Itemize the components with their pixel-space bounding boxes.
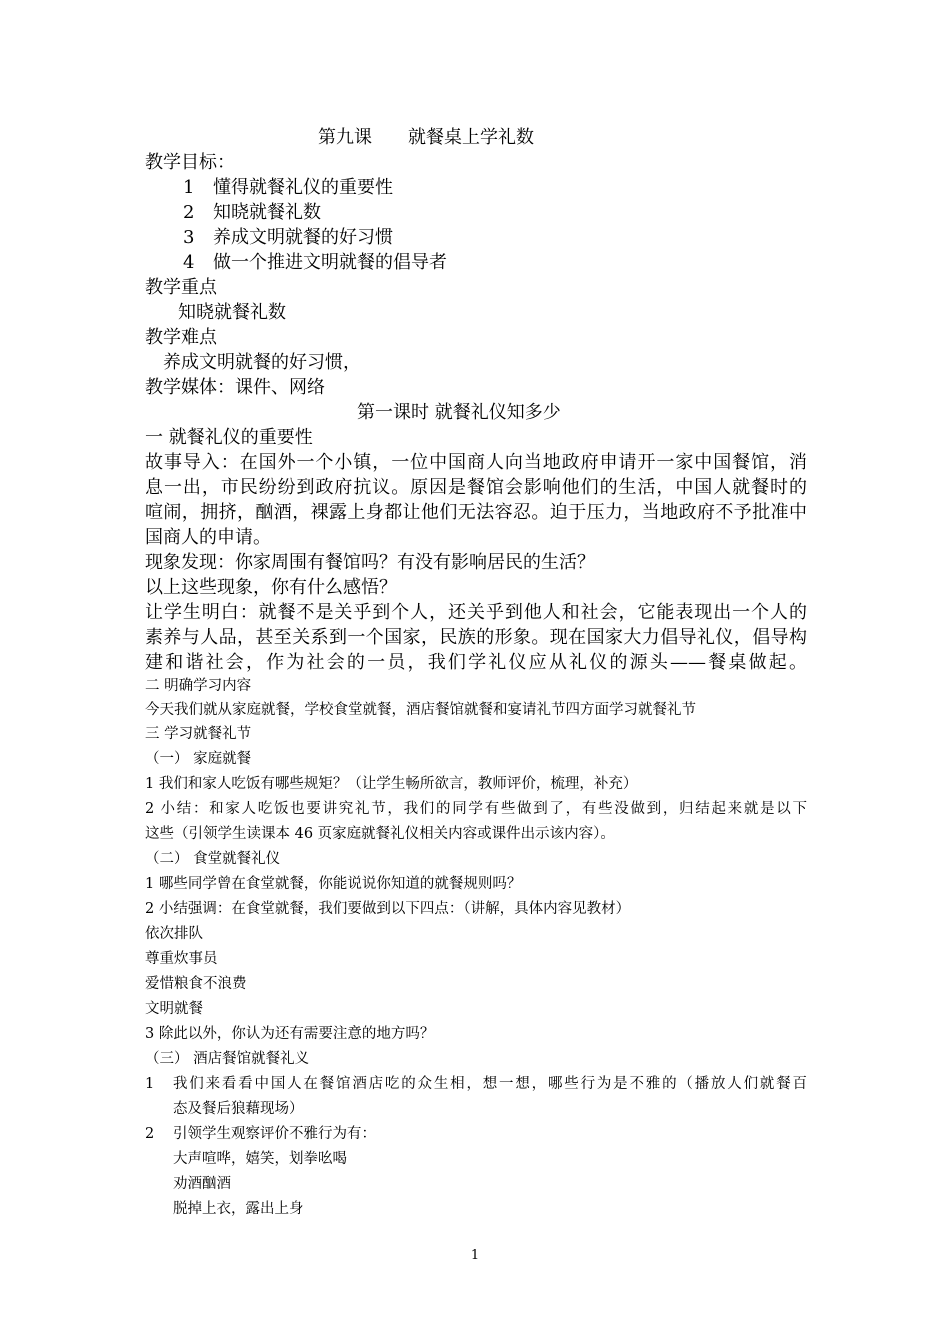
sub3-item-text: 态及餐后狼藉现场）	[173, 1101, 304, 1117]
page-number: 1	[470, 1248, 480, 1263]
goal-number: 2	[183, 202, 195, 223]
goal-text: 做一个推进文明就餐的倡导者	[213, 252, 447, 273]
goal-text: 懂得就餐礼仪的重要性	[213, 177, 393, 198]
key-heading: 教学重点	[145, 277, 217, 298]
sub2-item: 2 小结强调：在食堂就餐，我们要做到以下四点：（讲解，具体内容见教材）	[145, 901, 631, 917]
behavior-item: 脱掉上衣，露出上身	[173, 1201, 304, 1217]
sub2-item: 1 哪些同学曾在食堂就餐，你能说说你知道的就餐规则吗？	[145, 876, 522, 892]
goal-item	[183, 176, 393, 200]
goal-item	[183, 251, 447, 275]
story-line: 息一出，市民纷纷到政府抗议。原因是餐馆会影响他们的生活，中国人就餐时的	[145, 477, 807, 498]
understand-line: 建和谐社会，作为社会的一员，我们学礼仪应从礼仪的源头——餐桌做起。	[145, 652, 807, 673]
goals-heading: 教学目标：	[145, 152, 235, 173]
media-line: 教学媒体：课件、网络	[145, 377, 325, 398]
understand-line: 素养与人品，甚至关系到一个国家，民族的形象。现在国家大力倡导礼仪，倡导构	[145, 627, 807, 648]
section2-text: 今天我们就从家庭就餐，学校食堂就餐，酒店餐馆就餐和宴请礼节四方面学习就餐礼节	[145, 702, 696, 718]
section3-heading: 三 学习就餐礼节	[145, 726, 252, 742]
lesson-title: 第九课 就餐桌上学礼数	[318, 127, 534, 148]
goal-number: 1	[183, 177, 195, 198]
behavior-item: 劝酒酗酒	[173, 1176, 231, 1192]
lesson1-title: 第一课时 就餐礼仪知多少	[357, 402, 561, 423]
phenomenon-line: 现象发现：你家周围有餐馆吗？有没有影响居民的生活？	[145, 552, 595, 573]
sub1-item: 1 我们和家人吃饭有哪些规矩？（让学生畅所欲言，教师评价，梳理，补充）	[145, 776, 638, 792]
sub1-item: 2 小结：和家人吃饭也要讲究礼节，我们的同学有些做到了，有些没做到，归结起来就是以下	[145, 801, 807, 817]
goal-number: 3	[183, 227, 195, 248]
sub1-heading: （一） 家庭就餐	[145, 751, 252, 767]
goal-number: 4	[183, 252, 195, 273]
sub1-item-continued: 这些（引领学生读课本 46 页家庭就餐礼仪相关内容或课件出示该内容）。	[145, 826, 615, 842]
understand-line: 让学生明白：就餐不是关乎到个人，还关乎到他人和社会，它能表现出一个人的	[145, 602, 807, 623]
section1-heading: 一 就餐礼仪的重要性	[145, 427, 313, 448]
sub2-point: 文明就餐	[145, 1001, 203, 1017]
goal-item	[183, 226, 393, 250]
sub3-item-text: 我们来看看中国人在餐馆酒店吃的众生相，想一想，哪些行为是不雅的（播放人们就餐百	[173, 1076, 807, 1092]
key-text: 知晓就餐礼数	[178, 302, 286, 323]
sub3-heading: （三） 酒店餐馆就餐礼义	[145, 1051, 310, 1067]
goal-item	[183, 201, 321, 225]
goal-text: 知晓就餐礼数	[213, 202, 321, 223]
sub3-item-number: 2	[145, 1126, 155, 1142]
sub2-point: 尊重炊事员	[145, 951, 218, 967]
behavior-item: 大声喧哗，嬉笑，划拳吆喝	[173, 1151, 347, 1167]
sub2-item: 3 除此以外，你认为还有需要注意的地方吗？	[145, 1026, 435, 1042]
story-line: 国商人的申请。	[145, 527, 271, 548]
sub2-heading: （二） 食堂就餐礼仪	[145, 851, 281, 867]
story-line: 故事导入：在国外一个小镇，一位中国商人向当地政府申请开一家中国餐馆，消	[145, 452, 807, 473]
difficulty-heading: 教学难点	[145, 327, 217, 348]
goal-text: 养成文明就餐的好习惯	[213, 227, 393, 248]
story-line: 喧闹，拥挤，酗酒，裸露上身都让他们无法容忍。迫于压力，当地政府不予批准中	[145, 502, 807, 523]
difficulty-text: 养成文明就餐的好习惯，	[163, 352, 361, 373]
sub2-point: 依次排队	[145, 926, 203, 942]
sub2-point: 爱惜粮食不浪费	[145, 976, 247, 992]
section2-heading: 二 明确学习内容	[145, 678, 252, 694]
feeling-line: 以上这些现象，你有什么感悟？	[145, 577, 397, 598]
sub3-item-text: 引领学生观察评价不雅行为有：	[173, 1126, 376, 1142]
sub3-item-number: 1	[145, 1076, 155, 1092]
